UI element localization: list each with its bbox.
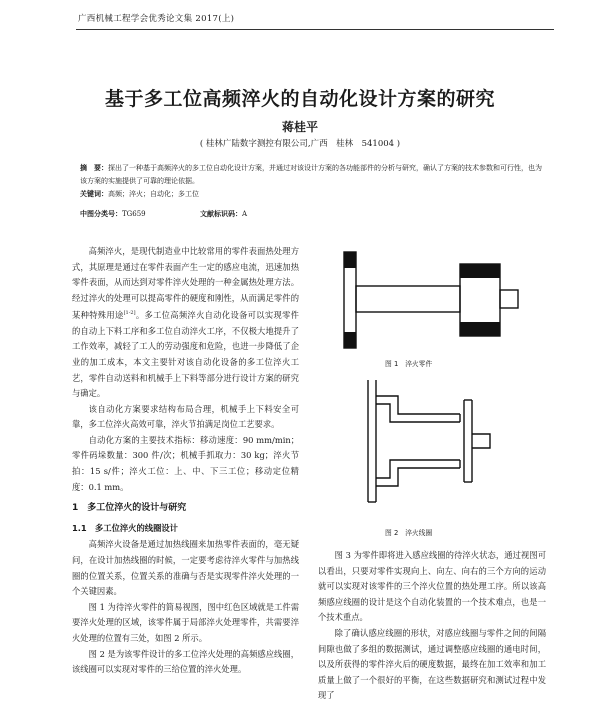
abstract: [80, 162, 546, 187]
figure-1-caption: 图 1 淬火零件: [385, 360, 433, 368]
abstract-text: 探出了一种基于高频淬火的多工位自动化设计方案，并通过对该设计方案的各功能部件的分析与研究，确认了方案的技术参数和可行性，也为该方案的实施提供了可靠的理论依据。: [80, 164, 542, 185]
doc-code-value: A: [242, 210, 248, 218]
figure-1-part-diagram: [330, 250, 530, 350]
classification-number: [80, 209, 146, 219]
section-paragraph-1: 高频淬火设备是通过加热线圈来加热零件表面的，毫无疑问，在设计加热线圈的时候，一定要考虑待淬火零件与加热线圈的位置关系，位置关系的准确与否是实现零件淬火处理的一个关键因素。: [72, 539, 299, 597]
part-shaft: [356, 286, 460, 312]
figure-2-caption: 图 2 淬火线圈: [385, 529, 433, 537]
citation-ref: [1-2]: [123, 310, 136, 317]
paper-title: 基于多工位高频淬火的自动化设计方案的研究: [104, 88, 495, 110]
coil-top-loop-inner: [376, 404, 460, 422]
doc-code-label: 文献标识码：: [200, 210, 242, 218]
header-rule: [76, 29, 554, 30]
coil-bottom-loop-outer: [376, 468, 460, 486]
keywords-text: 高频；淬火；自动化；多工位: [108, 190, 199, 198]
quench-zone-head-bottom: [460, 322, 500, 336]
document-code: [200, 209, 247, 219]
figure-2-coil-diagram: [340, 380, 530, 520]
classification-label: 中图分类号：: [80, 210, 122, 218]
keywords-label: 关键词：: [80, 190, 108, 198]
section-paragraph-3: 图 2 是为该零件设计的多工位淬火处理的高频感应线圈，该线圈可以实现对零件的三给位置的淬火处理。: [72, 648, 299, 675]
running-header: 广西机械工程学会优秀论文集 2017(上): [78, 14, 235, 24]
subsection-heading-1-1: 1.1 多工位淬火的线圈设计: [72, 522, 178, 533]
section-heading-1: 1 多工位淬火的设计与研究: [72, 503, 187, 514]
keywords: [80, 189, 199, 199]
intro-paragraph-3: 自动化方案的主要技术指标：移动速度：90 mm/min；零件码垛数量：300 件/次；机械手抓取力：30 kg；淬火节拍：15 s/件；淬火工位：上、中、下三工位；移动定位精度：0.1 mm。: [72, 434, 299, 492]
coil-bottom-loop-inner: [376, 460, 460, 478]
right-paragraph-1: 图 3 为零件即将进入感应线圈的待淬火状态，通过视图可以看出，只要对零件实现向上、向左、向右的三个方向的运动就可以实现对该零件的三个淬火位置的热处理工序。所以该高频感应线圈的设计是这个自动化装置的一个技术难点，也是一个技术重点。: [318, 550, 546, 623]
quench-zone-head-top: [460, 264, 500, 278]
coil-tip-loop: [472, 434, 490, 448]
quench-zone-bottom-left: [344, 332, 356, 348]
classification-value: TG659: [122, 210, 146, 218]
quench-zone-top-left: [344, 252, 356, 268]
abstract-label: 摘 要：: [80, 164, 108, 172]
intro-paragraph-2: 该自动化方案要求结构布局合理，机械手上下料安全可靠，多工位淬火高效可靠，淬火节拍满足岗位工艺要求。: [72, 403, 299, 430]
intro-paragraph-1: 高频淬火，是现代制造业中比较常用的零件表面热处理方式，其原理是通过在零件表面产生一定的感应电流，迅速加热零件表面，从而达到对零件淬火处理的一种金属热处理方法。经过淬火的处理可以提高零件的硬度和刚性，从而满足零件的某种特殊用途[1-2]。多工位高频淬火自动化设备可以实现零件的自动上下料工序和多工位自动淬火工序，不仅极大地提升了工作效率，减轻了工人的劳动强度和危险，也进一步降低了企业的加工成本，本文主要针对该自动化设备的多工位淬火工艺，零件自动送料和机械手上下料等部分进行设计方案的研究与确定。: [72, 246, 299, 399]
part-tip: [500, 290, 518, 308]
author-name: 蒋桂平: [281, 120, 318, 134]
left-column: [72, 244, 299, 678]
right-paragraph-2: 除了确认感应线圈的形状，对感应线圈与零件之间的间隔间隙也做了多组的数据测试，通过调整感应线圈的通电时间，以及所获得的零件淬火后的硬度数据，最终在加工效率和加工质量上做了一个很好的平衡，在这些数据研究和测试过程中发现了: [318, 627, 546, 701]
section-paragraph-2: 图 1 为待淬火零件的简易视图，图中红色区域就是工件需要淬火处理的区域，该零件属于局部淬火处理零件，共需要淬火处理的位置有三处，如图 2 所示。: [72, 601, 299, 644]
right-column: [318, 548, 546, 704]
author-affiliation: ( 桂林广陆数字测控有限公司,广西 桂林 541004 ): [199, 139, 401, 149]
coil-top-loop-outer: [376, 396, 460, 414]
